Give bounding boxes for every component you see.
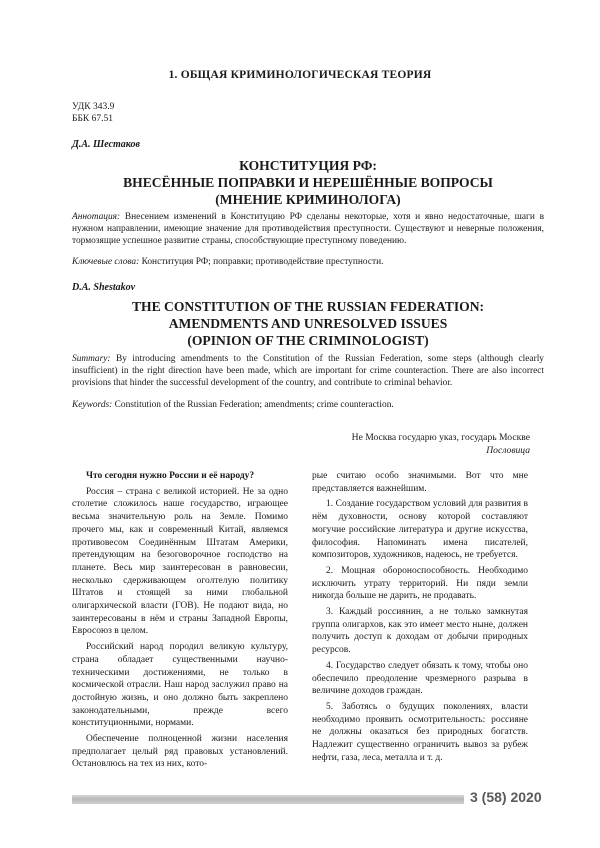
body-column-right [312, 470, 528, 767]
keywords-en-label: Keywords: [72, 400, 113, 410]
abstract-ru-label: Аннотация: [72, 212, 121, 222]
body-paragraph: Обеспечение полноценной жизни населения предполагает целый ряд правовых установлений. Остановлюсь на тех из них, кото- [72, 734, 288, 770]
title-ru-line: ВНЕСЁННЫЕ ПОПРАВКИ И НЕРЕШЁННЫЕ ВОПРОСЫ [123, 175, 493, 190]
list-item: 5. Заботясь о будущих поколениях, власти необходимо проявить осмотрительность: россияне не должны оказаться без природных богатств. Надлежит существенно ограничить вывоз за рубеж нефти, газа, леса, металла и т. д. [312, 701, 528, 763]
body-paragraph: Россия – страна с великой историей. Не за одно столетие сложилось наше государство, играющее весьма значительную роль на Земле. Помимо прочего мы, как и современный Китай, являемся противовесом Соединённым Штатам Америки, претендующим на безоговорочное господство на планете. Весь мир заинтересован в равновесии, несколько сдерживающем оголтелую политику Штатов и стоящей за ними глобальной олигархической власти (ГОВ). Не подают вида, но заинтересованы в нём и страны Западной Европы, Евросоюз в целом. [72, 486, 288, 637]
keywords-ru [72, 256, 544, 268]
udk-code: УДК 343.9 [72, 102, 115, 112]
body-paragraph: Российский народ породил великую культуру, страна обладает существенными научно-техническими достижениями, не только в космической отрасли. Наш народ заслужил право на достойную жизнь, и оно должно быть закреплено законодательными, прежде всего конституционными, нормами. [72, 642, 288, 729]
title-en-line: AMENDMENTS AND UNRESOLVED ISSUES [168, 316, 448, 331]
author-ru: Д.А. Шестаков [72, 139, 140, 150]
abstract-ru [72, 211, 544, 247]
keywords-en [72, 399, 544, 411]
abstract-ru-text: Внесением изменений в Конституцию РФ сделаны некоторые, хотя и явно недостаточные, шаги в нужном направлении, имеющие значение для противодействия преступности. Существуют и неверные положения, тормозящие успешное развитие страны, способствующие преступному поведению. [72, 212, 545, 246]
title-ru-line: КОНСТИТУЦИЯ РФ: [239, 158, 377, 173]
keywords-ru-label: Ключевые слова: [72, 257, 140, 267]
summary-en-label: Summary: [72, 354, 111, 364]
keywords-ru-text: Конституция РФ; поправки; противодействие преступности. [141, 257, 384, 267]
title-ru-line: (МНЕНИЕ КРИМИНОЛОГА) [215, 192, 401, 207]
keywords-en-text: Constitution of the Russian Federation; amendments; crime counteraction. [114, 400, 394, 410]
list-item: 2. Мощная обороноспособность. Необходимо исключить утрату территорий. Ни пяди земли никогда больше не дарить, не продавать. [312, 565, 528, 602]
bbk-code: ББК 67.51 [72, 114, 113, 124]
footer-bar [72, 795, 464, 804]
epigraph [352, 431, 530, 457]
title-en [72, 298, 544, 349]
summary-en-text: By introducing amendments to the Constitution of the Russian Federation, some steps (although clearly insufficient) in the right direction have been made, which are important for crime counteraction. There are also incorrect provisions that hinder the successful development of the country, and contribute to criminal behavior. [72, 354, 544, 388]
title-en-line: THE CONSTITUTION OF THE RUSSIAN FEDERATION: [131, 299, 485, 314]
summary-en [72, 353, 544, 389]
list-item: 3. Каждый россиянин, а не только замкнутая группа олигархов, как это имеет место ныне, должен получить доступ к доходам от добычи природных ресурсов. [312, 607, 528, 656]
lead-question: Что сегодня нужно России и её народу? [86, 471, 255, 481]
author-en: D.A. Shestakov [72, 282, 136, 293]
issue-number: 3 (58) 2020 [470, 789, 542, 805]
epigraph-text: Не Москва государю указ, государь Москве [351, 432, 530, 443]
list-item: 1. Создание государством условий для развития в нём духовности, основу которой составляют могучие российские литература и другие искусства, философия. Напоминать имена писателей, композиторов, художников, надеюсь, не требуется. [312, 499, 528, 561]
list-item: 4. Государство следует обязать к тому, чтобы оно обеспечило преодоление чрезмерного разрыва в величине доходов граждан. [312, 660, 528, 697]
title-ru [72, 157, 544, 208]
body-column-left [72, 470, 288, 774]
body-paragraph: рые считаю особо значимыми. Вот что мне представляется важнейшим. [312, 471, 528, 494]
epigraph-source: Пословица [486, 445, 530, 456]
section-heading: 1. ОБЩАЯ КРИМИНОЛОГИЧЕСКАЯ ТЕОРИЯ [168, 69, 432, 81]
title-en-line: (OPINION OF THE CRIMINOLOGIST) [187, 333, 429, 348]
